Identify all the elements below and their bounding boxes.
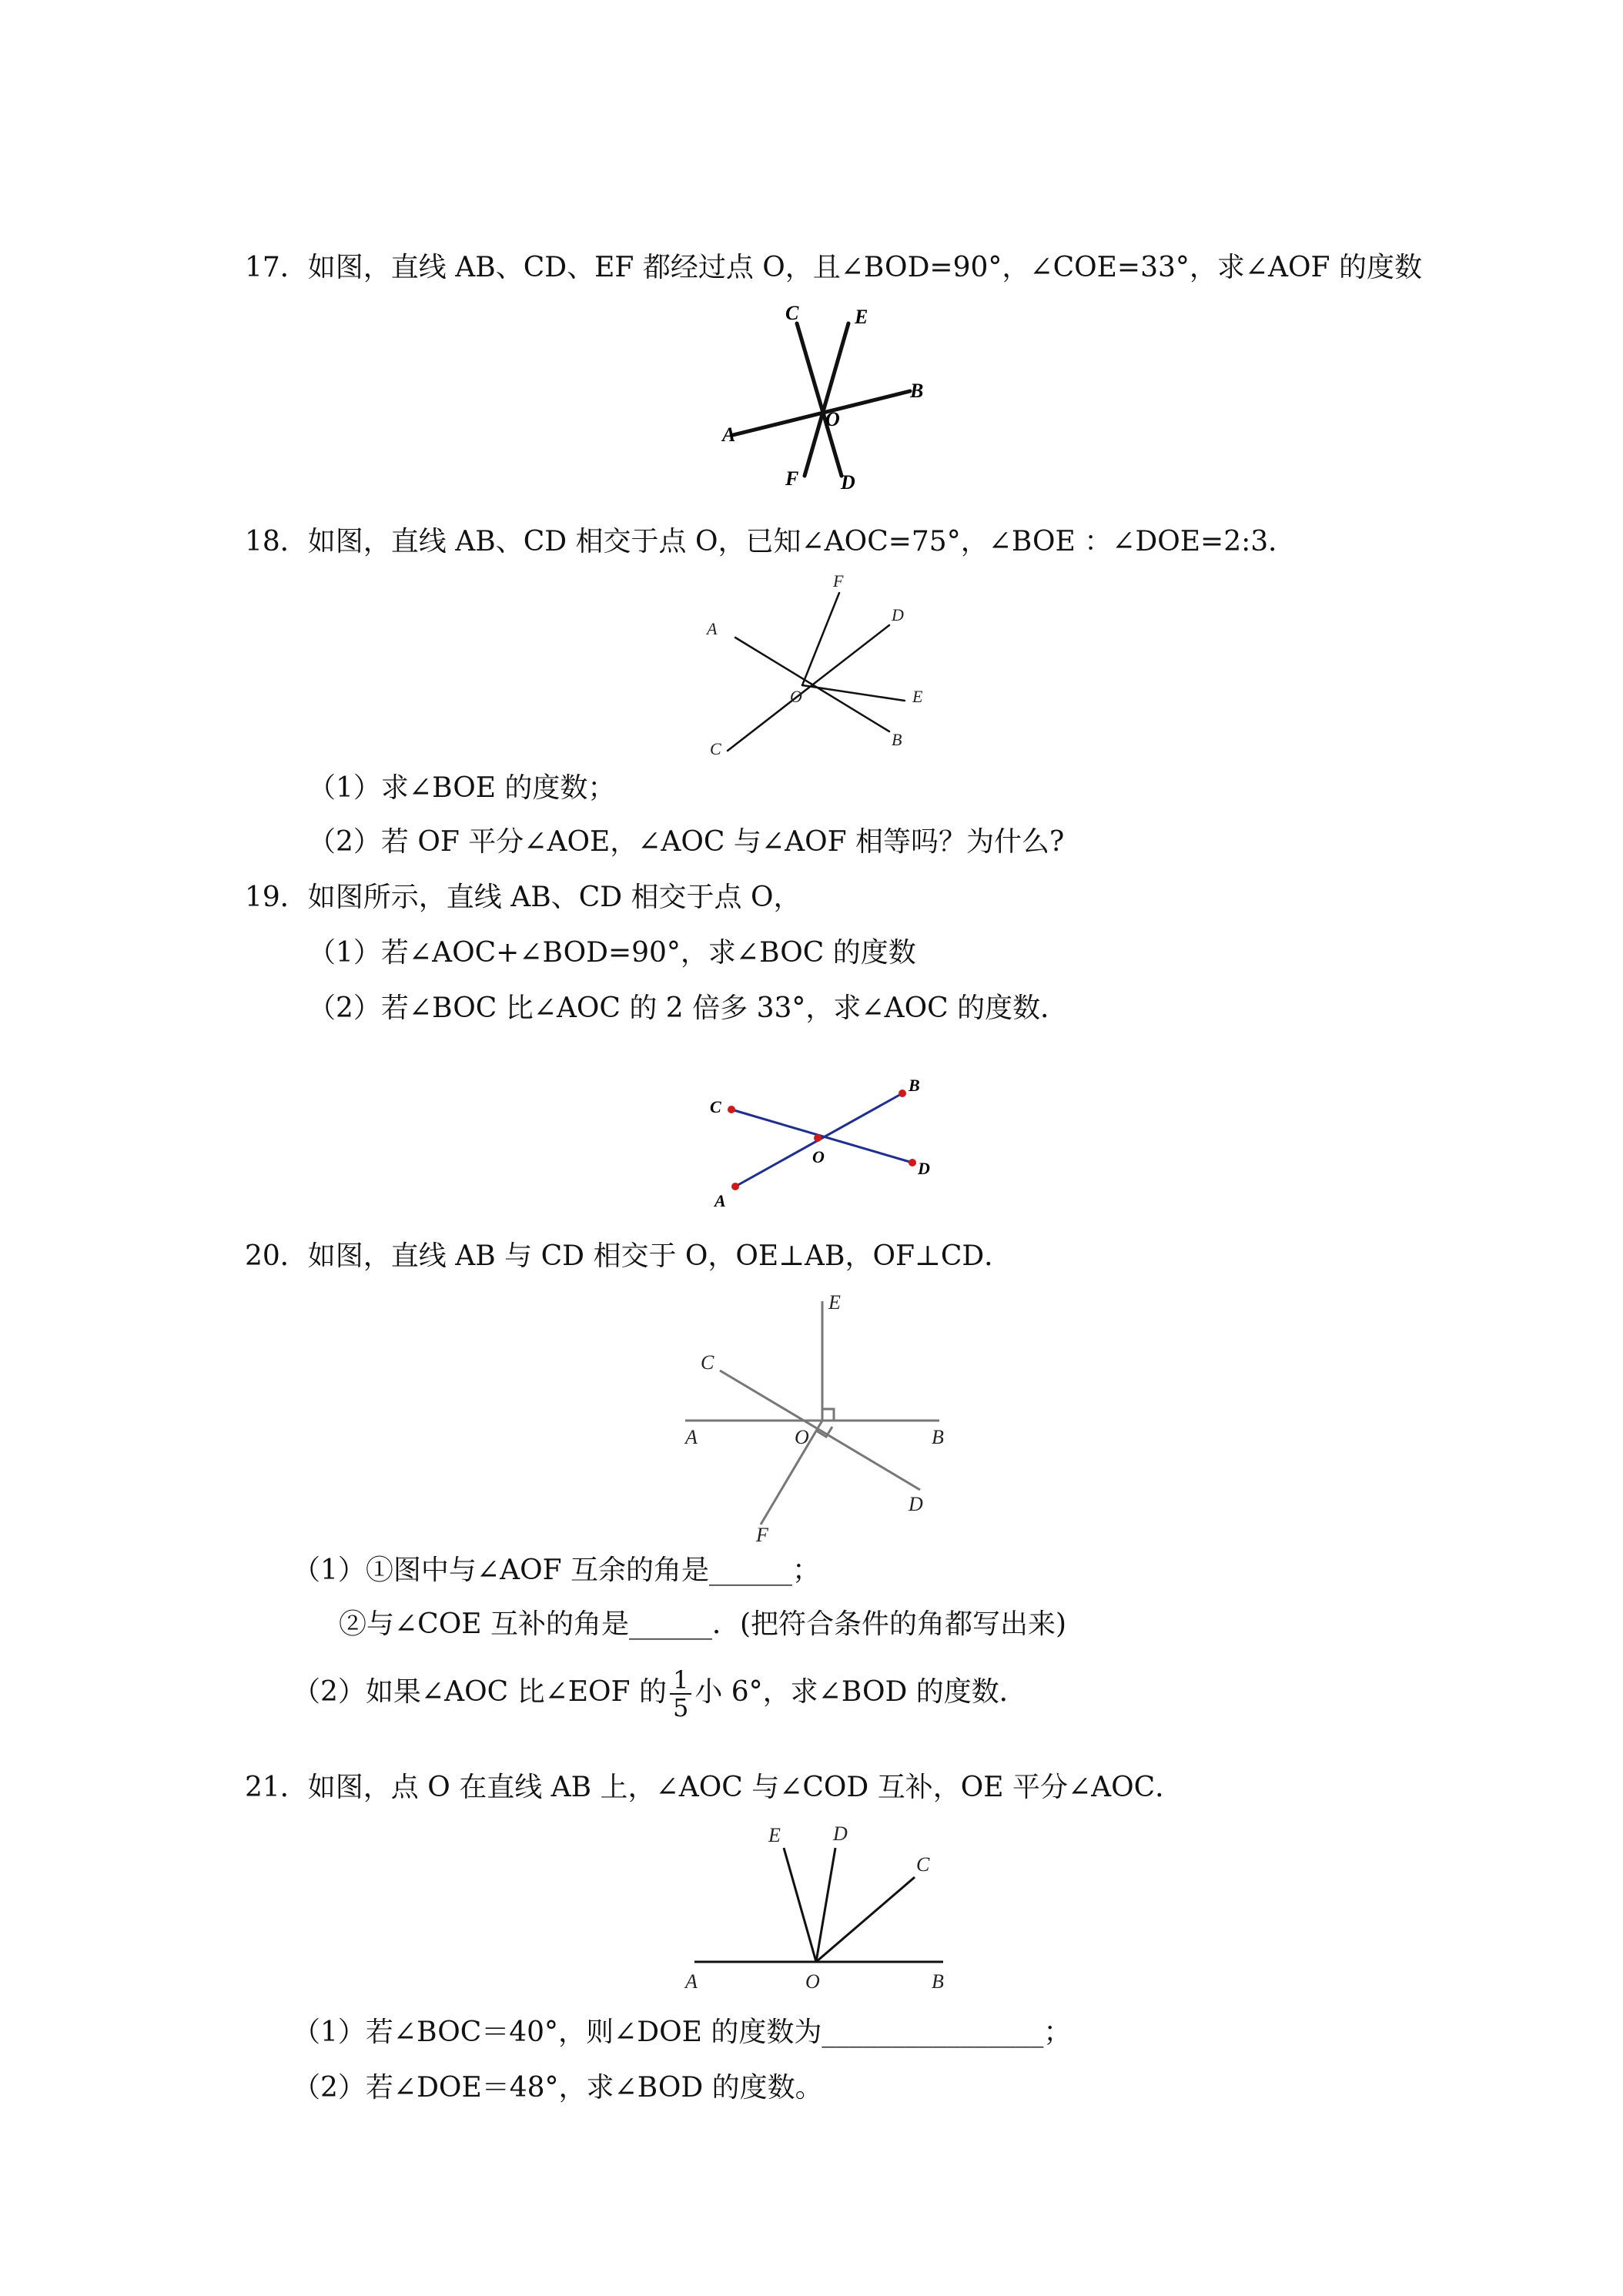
q18-label-a: A bbox=[707, 619, 718, 638]
q18-label-f: F bbox=[833, 571, 844, 591]
q20-fraction bbox=[670, 1667, 691, 1721]
q19-text: 19．如图所示，直线 AB、CD 相交于点 O， bbox=[245, 882, 801, 913]
q18-figure bbox=[693, 570, 939, 762]
q18-text: 18．如图，直线 AB、CD 相交于点 O，已知∠AOC=75°，∠BOE ：∠DOE=2:3． bbox=[245, 526, 1297, 557]
q18-ray-of bbox=[802, 593, 839, 685]
q18-line-cd bbox=[728, 625, 889, 751]
q20-sub1b: ②与∠COE 互补的角是______．(把符合条件的角都写出来) bbox=[339, 1608, 1067, 1640]
q18-label-b: B bbox=[892, 730, 902, 749]
q20-label-d: D bbox=[909, 1493, 923, 1515]
q18-label-o: O bbox=[790, 687, 802, 706]
q20-label-e: E bbox=[828, 1291, 841, 1314]
q19-point-b bbox=[899, 1089, 906, 1097]
q17-label-b: B bbox=[910, 380, 924, 402]
q20-label-a: A bbox=[685, 1426, 698, 1448]
q19-label-a: A bbox=[714, 1191, 726, 1210]
q20-line-cd bbox=[720, 1371, 920, 1490]
q19-label-c: C bbox=[710, 1097, 721, 1116]
q20-fraction-den: 5 bbox=[672, 1693, 689, 1722]
q21-label-c: C bbox=[916, 1853, 930, 1876]
q17-label-o: O bbox=[825, 408, 840, 430]
q19-figure bbox=[693, 1066, 955, 1213]
q17-label-e: E bbox=[855, 306, 868, 328]
q17-text: 17．如图，直线 AB、CD、EF 都经过点 O，且∠BOD=90°，∠COE=33°，求∠AOF 的度数 bbox=[245, 252, 1422, 283]
q19-point-d bbox=[909, 1159, 916, 1166]
q19-label-o: O bbox=[812, 1147, 825, 1166]
q21-label-e: E bbox=[768, 1824, 781, 1846]
q20-label-c: C bbox=[701, 1351, 714, 1374]
q18-sub2: （2）若 OF 平分∠AOE，∠AOC 与∠AOF 相等吗？为什么? bbox=[308, 826, 1065, 858]
q21-sub2: （2）若∠DOE＝48°，求∠BOD 的度数。 bbox=[293, 2072, 823, 2104]
q21-label-b: B bbox=[932, 1970, 944, 1993]
q19-sub1: （1）若∠AOC+∠BOD=90°，求∠BOC 的度数 bbox=[308, 937, 916, 969]
q21-text: 21．如图，点 O 在直线 AB 上，∠AOC 与∠COD 互补，OE 平分∠AOC． bbox=[245, 1772, 1183, 1803]
q20-figure bbox=[670, 1286, 962, 1548]
q20-label-o: O bbox=[795, 1426, 809, 1448]
q20-sub2 bbox=[293, 1662, 1027, 1723]
q20-sub1: （1）①图中与∠AOF 互余的角是______； bbox=[293, 1555, 821, 1586]
q17-line-ef bbox=[805, 323, 848, 476]
q20-sub2-pre: （2）如果∠AOC 比∠EOF 的 bbox=[293, 1676, 667, 1708]
q17-label-f: F bbox=[785, 467, 799, 490]
q20-fraction-num: 1 bbox=[670, 1667, 691, 1695]
q21-ray-oe bbox=[784, 1848, 816, 1962]
q18-label-d: D bbox=[892, 605, 904, 624]
q18-label-e: E bbox=[912, 687, 923, 706]
q20-text: 20．如图，直线 AB 与 CD 相交于 O，OE⊥AB，OF⊥CD． bbox=[245, 1240, 1012, 1272]
q20-label-f: F bbox=[756, 1524, 768, 1546]
q21-figure bbox=[678, 1817, 955, 1994]
q19-point-o bbox=[814, 1134, 822, 1142]
q21-ray-od bbox=[816, 1848, 835, 1962]
q19-label-b: B bbox=[909, 1076, 920, 1095]
q20-right-angle-e bbox=[822, 1409, 834, 1421]
q20-label-b: B bbox=[932, 1426, 944, 1448]
q19-point-a bbox=[731, 1183, 739, 1190]
q18-sub1: （1）求∠BOE 的度数； bbox=[308, 772, 616, 804]
q19-label-d: D bbox=[918, 1159, 930, 1178]
q17-label-d: D bbox=[841, 471, 855, 494]
q18-ray-oe bbox=[802, 685, 905, 701]
q17-line-cd bbox=[797, 323, 842, 476]
q21-ray-oc bbox=[816, 1877, 915, 1962]
q21-label-o: O bbox=[805, 1970, 820, 1993]
q21-label-d: D bbox=[833, 1822, 848, 1845]
q21-label-a: A bbox=[685, 1970, 698, 1993]
q17-figure bbox=[708, 300, 955, 500]
q18-label-c: C bbox=[710, 739, 721, 758]
q21-sub1: （1）若∠BOC＝40°，则∠DOE 的度数为________________； bbox=[293, 2017, 1072, 2048]
q20-ray-of bbox=[761, 1421, 822, 1525]
q19-point-c bbox=[728, 1106, 735, 1113]
q17-label-a: A bbox=[722, 423, 736, 446]
q19-sub2: （2）若∠BOC 比∠AOC 的 2 倍多 33°，求∠AOC 的度数． bbox=[308, 992, 1069, 1024]
q17-label-c: C bbox=[785, 302, 799, 324]
q20-sub2-post: 小 6°，求∠BOD 的度数． bbox=[694, 1676, 1027, 1708]
